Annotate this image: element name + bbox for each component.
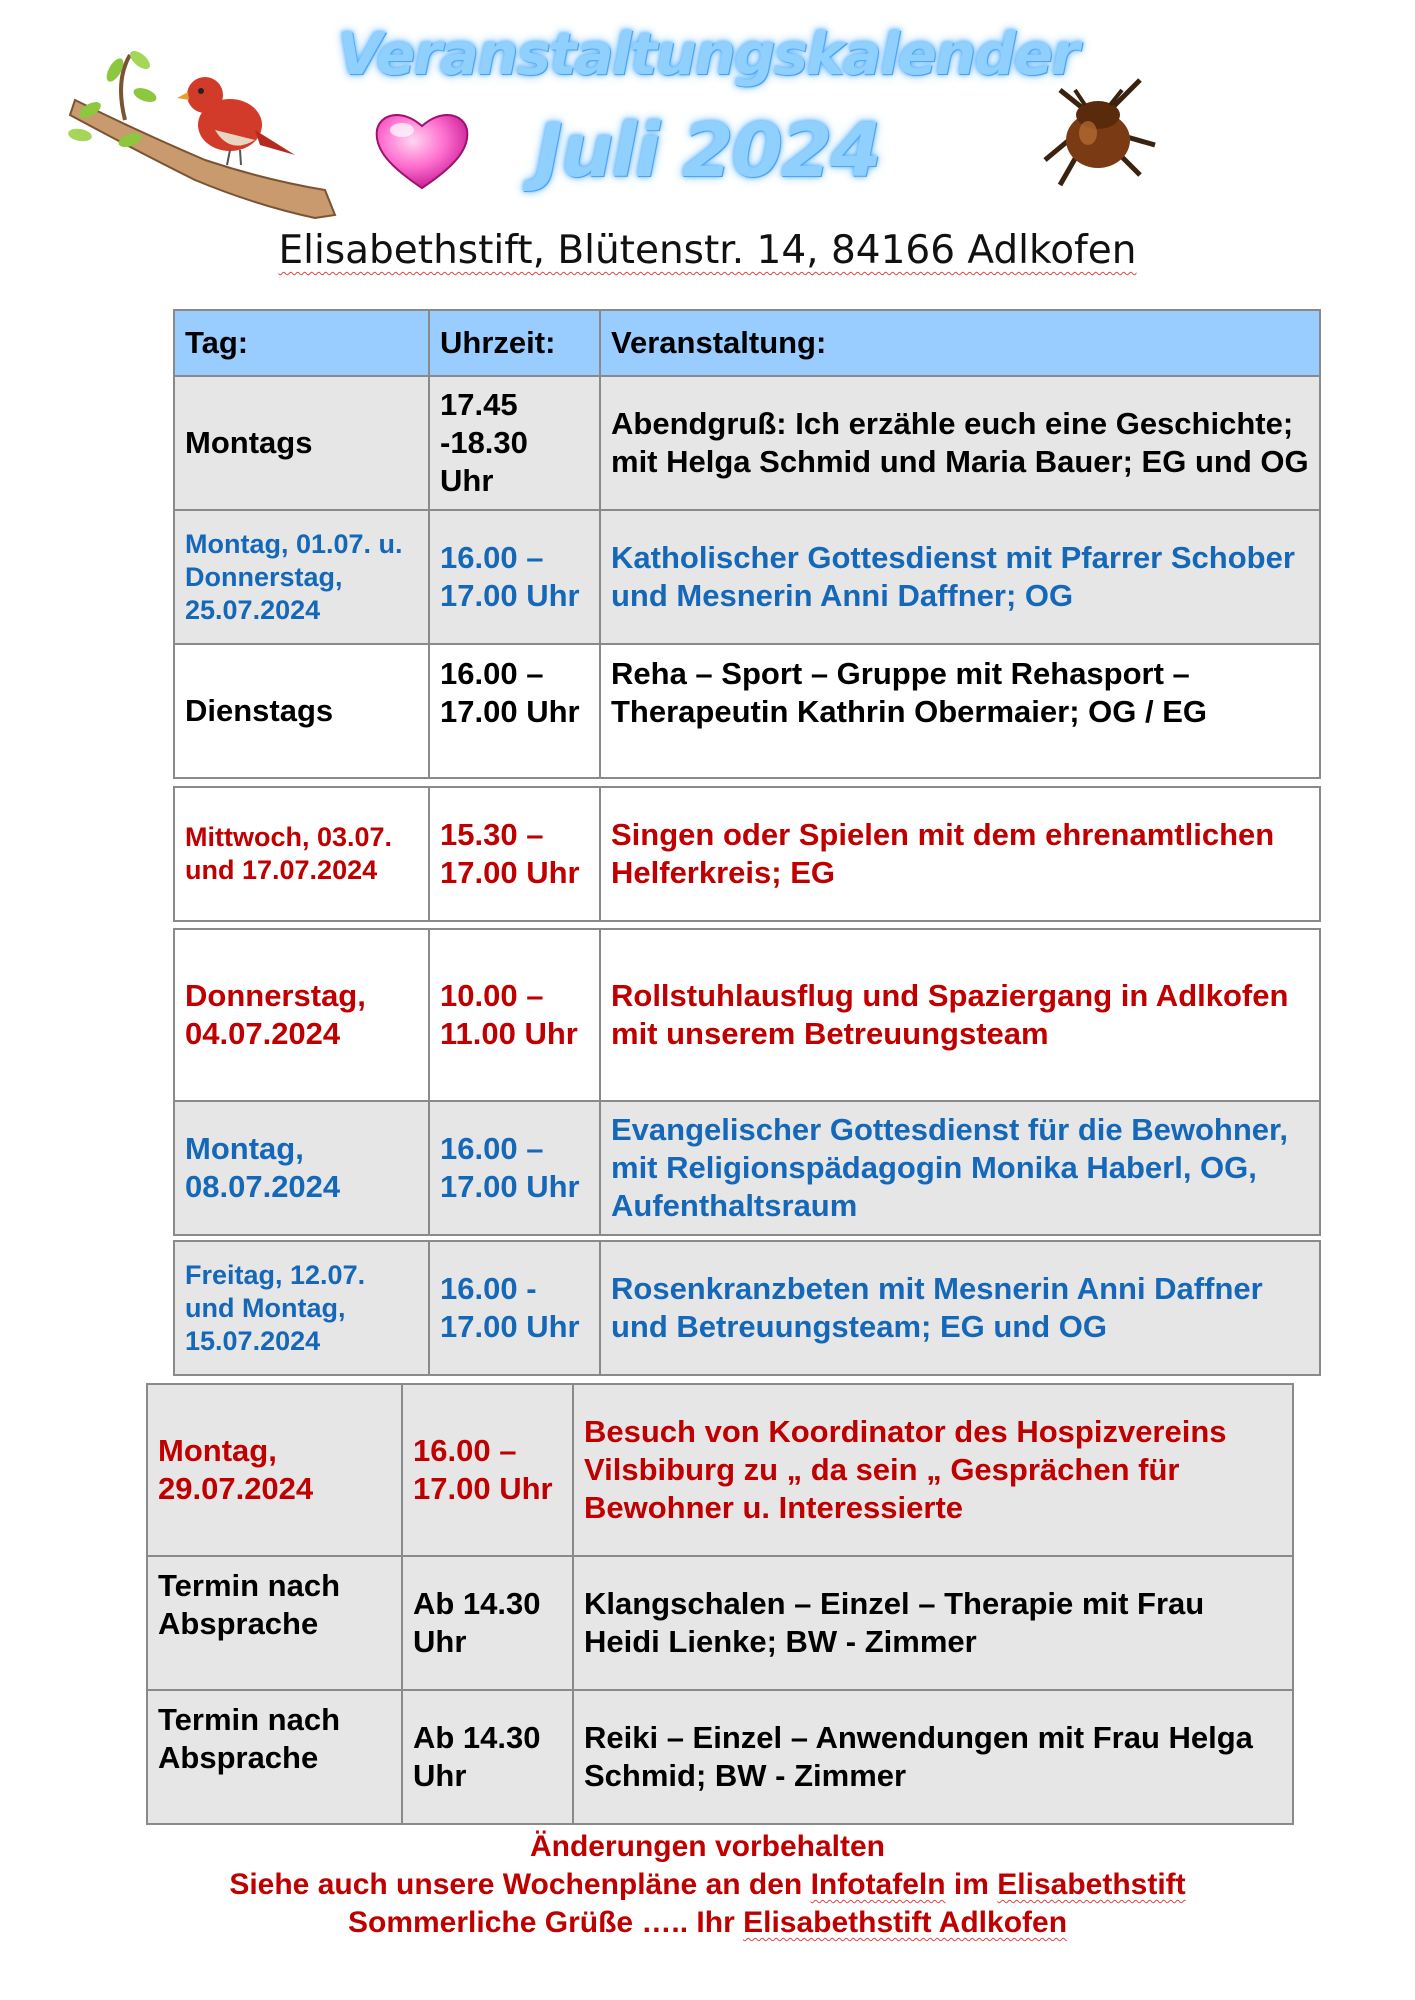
- row-day: Termin nach Absprache: [147, 1690, 402, 1824]
- row-time: 16.00 – 17.00 Uhr: [429, 644, 600, 778]
- schedule-table-2: [173, 786, 1321, 922]
- row-day: Donnerstag, 04.07.2024: [174, 929, 429, 1101]
- table-header-row: [174, 310, 1320, 376]
- row-event: Rosenkranzbeten mit Mesnerin Anni Daffner und Betreuungsteam; EG und OG: [600, 1241, 1320, 1375]
- row-event: Besuch von Koordinator des Hospizvereins Vilsbiburg zu „ da sein „ Gesprächen für Bewohner u. Interessierte: [573, 1384, 1293, 1556]
- table-row: [174, 929, 1320, 1101]
- schedule-table-4: [173, 1240, 1321, 1376]
- row-day: Mittwoch, 03.07. und 17.07.2024: [174, 787, 429, 921]
- row-day: Montag, 08.07.2024: [174, 1101, 429, 1235]
- address: Elisabethstift, Blütenstr. 14, 84166 Adlkofen: [278, 228, 1137, 273]
- row-day: Montags: [174, 376, 429, 510]
- table-row: [174, 1241, 1320, 1375]
- row-time: 15.30 – 17.00 Uhr: [429, 787, 600, 921]
- table-row: [147, 1384, 1293, 1556]
- header-day: Tag:: [174, 310, 429, 376]
- table-row: [174, 787, 1320, 921]
- header-event: Veranstaltung:: [600, 310, 1320, 376]
- footer-line2: Siehe auch unsere Wochenpläne an den Infotafeln im Elisabethstift: [229, 1868, 1186, 1901]
- row-time: Ab 14.30 Uhr: [402, 1690, 573, 1824]
- row-time: 16.00 – 17.00 Uhr: [402, 1384, 573, 1556]
- row-time: 16.00 - 17.00 Uhr: [429, 1241, 600, 1375]
- row-day: Freitag, 12.07. und Montag, 15.07.2024: [174, 1241, 429, 1375]
- row-event: Reha – Sport – Gruppe mit Rehasport – Therapeutin Kathrin Obermaier; OG / EG: [600, 644, 1320, 778]
- footer-line3: Sommerliche Grüße ….. Ihr Elisabethstift Adlkofen: [347, 1906, 1068, 1939]
- schedule-table-5: [146, 1383, 1294, 1825]
- schedule-table: [173, 309, 1321, 779]
- row-event: Katholischer Gottesdienst mit Pfarrer Schober und Mesnerin Anni Daffner; OG: [600, 510, 1320, 644]
- row-day: Montag, 29.07.2024: [147, 1384, 402, 1556]
- table-row: [147, 1556, 1293, 1690]
- row-event: Reiki – Einzel – Anwendungen mit Frau Helga Schmid; BW - Zimmer: [573, 1690, 1293, 1824]
- row-time: 10.00 – 11.00 Uhr: [429, 929, 600, 1101]
- title-line2: Juli 2024: [535, 108, 880, 194]
- table-row: [174, 510, 1320, 644]
- row-time: 16.00 – 17.00 Uhr: [429, 510, 600, 644]
- schedule-table-3: [173, 928, 1321, 1236]
- table-row: [174, 376, 1320, 510]
- row-event: Abendgruß: Ich erzähle euch eine Geschichte; mit Helga Schmid und Maria Bauer; EG und OG: [600, 376, 1320, 510]
- row-day: Termin nach Absprache: [147, 1556, 402, 1690]
- table-row: [147, 1690, 1293, 1824]
- row-event: Evangelischer Gottesdienst für die Bewohner, mit Religionspädagogin Monika Haberl, OG, Aufenthaltsraum: [600, 1101, 1320, 1235]
- row-time: 16.00 – 17.00 Uhr: [429, 1101, 600, 1235]
- row-event: Klangschalen – Einzel – Therapie mit Frau Heidi Lienke; BW - Zimmer: [573, 1556, 1293, 1690]
- row-time: Ab 14.30 Uhr: [402, 1556, 573, 1690]
- footer-line1: Änderungen vorbehalten: [529, 1830, 886, 1863]
- row-event: Singen oder Spielen mit dem ehrenamtlichen Helferkreis; EG: [600, 787, 1320, 921]
- table-row: [174, 644, 1320, 778]
- header-time: Uhrzeit:: [429, 310, 600, 376]
- table-row: [174, 1101, 1320, 1235]
- row-event: Rollstuhlausflug und Spaziergang in Adlkofen mit unserem Betreuungsteam: [600, 929, 1320, 1101]
- row-day: Montag, 01.07. u. Donnerstag, 25.07.2024: [174, 510, 429, 644]
- row-time: 17.45 -18.30 Uhr: [429, 376, 600, 510]
- row-day: Dienstags: [174, 644, 429, 778]
- title-line1: Veranstaltungskalender: [337, 20, 1078, 88]
